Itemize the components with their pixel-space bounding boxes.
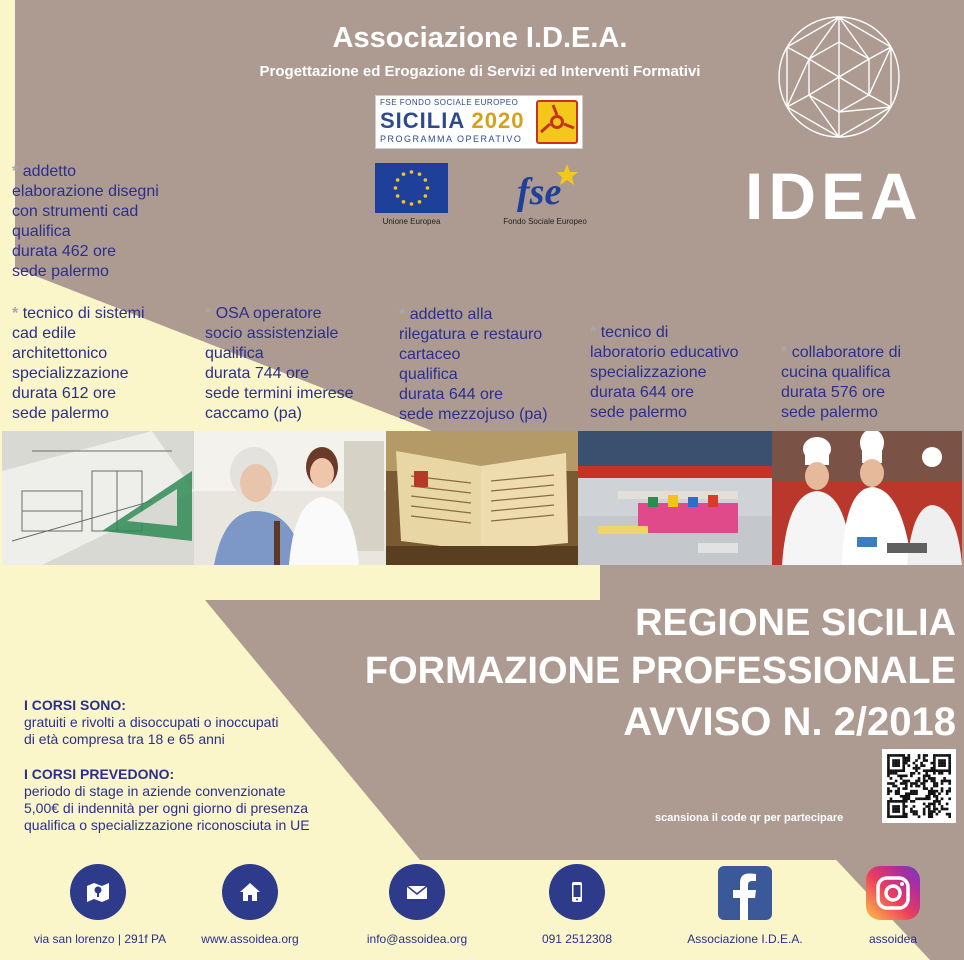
- facebook-label[interactable]: Associazione I.D.E.A.: [687, 932, 803, 946]
- facebook-icon[interactable]: [718, 866, 772, 920]
- courses-are-block: [24, 697, 278, 748]
- photo-chefs-kitchen: [772, 431, 962, 565]
- course-line: elaborazione disegni: [12, 183, 159, 200]
- photo-elderly-care: [194, 431, 386, 565]
- course-item-2: [12, 304, 145, 424]
- geodesic-sphere-icon: [776, 14, 902, 140]
- email-link[interactable]: info@assoidea.org: [366, 932, 468, 946]
- course-line: durata 744 ore: [205, 365, 310, 382]
- course-line: sede palermo: [12, 405, 109, 422]
- eu-caption: Unione Europea: [382, 217, 441, 226]
- course-line: specializzazione: [590, 364, 707, 381]
- course-line: addetto: [22, 163, 77, 180]
- sicilia-logo-region: SICILIA: [380, 108, 465, 133]
- association-subtitle: Progettazione ed Erogazione di Servizi ed Interventi Formativi: [259, 63, 701, 80]
- course-line: sede palermo: [12, 263, 109, 280]
- training-heading: FORMAZIONE PROFESSIONALE: [364, 650, 956, 692]
- course-line: addetto alla: [409, 306, 493, 323]
- course-line: OSA operatore: [215, 305, 322, 322]
- trinacria-crest-icon: [536, 100, 578, 144]
- course-line: socio assistenziale: [205, 325, 339, 342]
- notice-heading: AVVISO N. 2/2018: [623, 700, 956, 744]
- course-item-6: [781, 343, 901, 423]
- courses-are-title: I CORSI SONO:: [24, 697, 126, 713]
- course-line: durata 612 ore: [12, 385, 117, 402]
- map-icon[interactable]: [70, 864, 126, 920]
- info-line: qualifica o specializzazione riconosciuta in UE: [24, 817, 310, 833]
- course-line: sede palermo: [781, 404, 878, 421]
- course-item-3: [205, 304, 354, 424]
- mail-icon[interactable]: [389, 864, 445, 920]
- course-line: durata 644 ore: [590, 384, 695, 401]
- course-line: laboratorio educativo: [590, 344, 739, 361]
- region-heading: REGIONE SICILIA: [635, 602, 956, 644]
- eu-flag-icon: [375, 163, 448, 213]
- courses-include-title: I CORSI PREVEDONO:: [24, 766, 175, 782]
- qr-caption: scansiona il code qr per partecipare: [655, 812, 844, 824]
- course-line: sede palermo: [590, 404, 687, 421]
- course-item-4: [399, 305, 548, 425]
- course-bullet: *: [781, 344, 788, 361]
- info-line: di età compresa tra 18 e 65 anni: [24, 731, 225, 747]
- info-line: periodo di stage in aziende convenzionate: [24, 783, 286, 799]
- course-line: qualifica: [205, 345, 264, 362]
- course-line: durata 644 ore: [399, 386, 504, 403]
- association-title: Associazione I.D.E.A.: [332, 22, 628, 54]
- course-line: cartaceo: [399, 346, 461, 363]
- phone-icon[interactable]: [549, 864, 605, 920]
- idea-brand-text: IDEA: [745, 159, 923, 233]
- sicilia-logo-year: 2020: [471, 108, 525, 133]
- course-line: cad edile: [12, 325, 77, 342]
- course-line: tecnico di: [600, 324, 669, 341]
- instagram-label[interactable]: assoidea: [868, 932, 918, 946]
- course-bullet: *: [12, 305, 19, 322]
- sicilia-logo-top-text: FSE FONDO SOCIALE EUROPEO: [380, 98, 519, 107]
- website-link[interactable]: www.assoidea.org: [201, 932, 299, 946]
- courses-include-block: [24, 766, 310, 834]
- course-bullet: *: [399, 306, 406, 323]
- course-line: sede termini imerese: [205, 385, 354, 402]
- fse-caption: Fondo Sociale Europeo: [503, 217, 587, 226]
- course-line: sede mezzojuso (pa): [399, 406, 548, 423]
- course-line: tecnico di sistemi: [22, 305, 145, 322]
- phone-number[interactable]: 091 2512308: [541, 932, 613, 946]
- course-line: qualifica: [399, 366, 458, 383]
- qr-code[interactable]: [882, 749, 956, 823]
- photo-cad-drawings: [2, 431, 194, 565]
- course-item-1: [12, 162, 159, 282]
- course-bullet: *: [205, 305, 212, 322]
- course-line: con strumenti cad: [12, 203, 139, 220]
- course-line: specializzazione: [12, 365, 129, 382]
- sicilia-logo-name: [380, 108, 525, 134]
- info-line: 5,00€ di indennità per ogni giorno di presenza: [24, 800, 309, 816]
- instagram-icon[interactable]: [866, 866, 920, 920]
- course-bullet: *: [590, 324, 597, 341]
- address-label: via san lorenzo | 291f PA: [33, 932, 167, 946]
- course-bullet: *: [12, 163, 19, 180]
- course-line: durata 576 ore: [781, 384, 886, 401]
- course-line: rilegatura e restauro: [399, 326, 543, 343]
- photo-classroom-lab: [578, 431, 772, 565]
- course-line: architettonico: [12, 345, 108, 362]
- fse-logo-mark: fse: [517, 171, 562, 213]
- sicilia-2020-logo: [375, 95, 583, 149]
- home-icon[interactable]: [222, 864, 278, 920]
- course-line: qualifica: [12, 223, 71, 240]
- course-line: collaboratore di: [791, 344, 902, 361]
- course-line: cucina qualifica: [781, 364, 891, 381]
- photo-ancient-book: [386, 431, 578, 565]
- sicilia-logo-bottom-text: PROGRAMMA OPERATIVO: [380, 134, 523, 144]
- course-line: durata 462 ore: [12, 243, 117, 260]
- course-line: caccamo (pa): [205, 405, 302, 422]
- info-line: gratuiti e rivolti a disoccupati o inoccupati: [24, 714, 279, 730]
- course-item-5: [590, 323, 739, 423]
- fse-logo-icon: [515, 160, 585, 216]
